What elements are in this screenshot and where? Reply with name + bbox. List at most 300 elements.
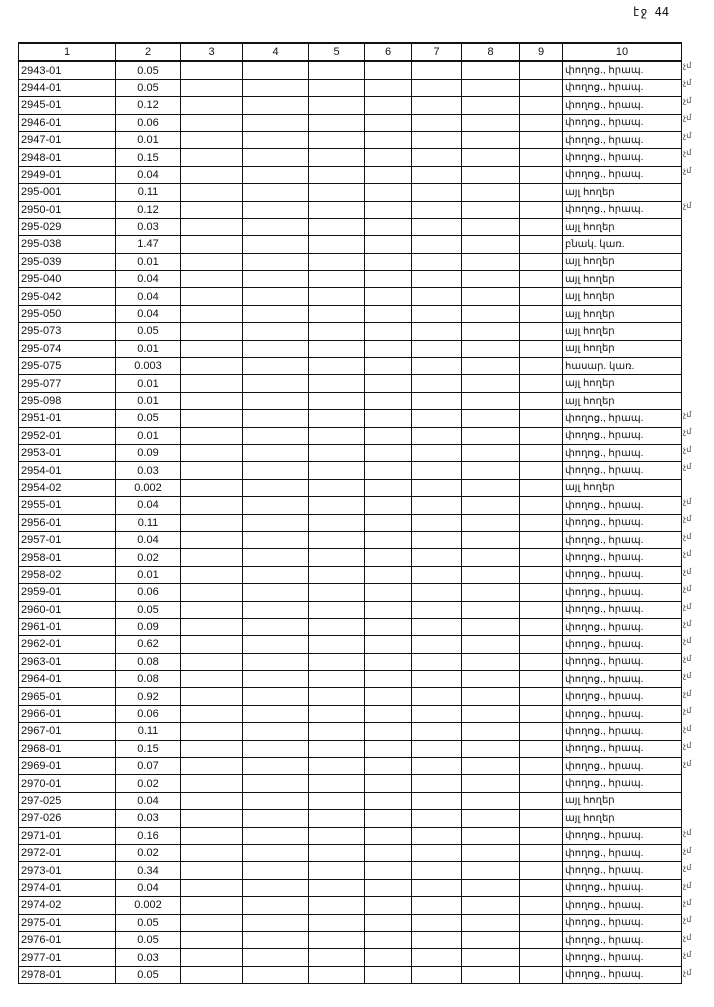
parcel-code: 2973-01 xyxy=(19,862,116,879)
land-use: այլ հողեր xyxy=(563,810,682,827)
empty-cell xyxy=(462,653,520,670)
table-row xyxy=(19,305,682,322)
empty-cell xyxy=(365,218,412,235)
parcel-code: 295-073 xyxy=(19,323,116,340)
empty-cell xyxy=(520,618,563,635)
margin-mark: չմ xyxy=(683,549,692,559)
empty-cell xyxy=(243,392,309,409)
empty-cell xyxy=(462,201,520,218)
margin-mark xyxy=(683,811,691,828)
empty-cell xyxy=(520,514,563,531)
area-value: 0.04 xyxy=(116,792,181,809)
empty-cell xyxy=(412,114,462,131)
empty-cell xyxy=(243,462,309,479)
empty-cell xyxy=(243,444,309,461)
empty-cell xyxy=(243,149,309,166)
empty-cell xyxy=(243,305,309,322)
margin-mark: չմ xyxy=(683,950,692,960)
land-use: փողոց., հրապ. xyxy=(563,201,682,218)
empty-cell xyxy=(462,427,520,444)
margin-mark: չմ xyxy=(683,531,692,541)
table-row xyxy=(19,514,682,531)
empty-cell xyxy=(181,792,243,809)
empty-cell xyxy=(520,862,563,879)
empty-cell xyxy=(462,584,520,601)
table-row xyxy=(19,114,682,131)
empty-cell xyxy=(412,271,462,288)
margin-mark: չմ xyxy=(683,758,692,768)
empty-cell xyxy=(181,497,243,514)
parcel-code: 2948-01 xyxy=(19,149,116,166)
margin-mark: չմ xyxy=(683,723,692,733)
empty-cell xyxy=(412,61,462,79)
empty-cell xyxy=(181,897,243,914)
margin-mark: չմ xyxy=(683,706,692,716)
empty-cell xyxy=(309,584,365,601)
margin-mark xyxy=(683,357,691,374)
empty-cell xyxy=(412,879,462,896)
margin-mark xyxy=(683,288,691,305)
column-header-5: 5 xyxy=(309,43,365,61)
table-row xyxy=(19,653,682,670)
table-row xyxy=(19,61,682,79)
empty-cell xyxy=(365,584,412,601)
empty-cell xyxy=(309,775,365,792)
empty-cell xyxy=(243,184,309,201)
land-use: փողոց., հրապ. xyxy=(563,879,682,896)
table-row xyxy=(19,931,682,948)
empty-cell xyxy=(181,253,243,270)
empty-cell xyxy=(309,201,365,218)
margin-mark xyxy=(683,375,691,392)
empty-cell xyxy=(412,949,462,966)
margin-mark: չմ xyxy=(683,427,692,437)
table-row xyxy=(19,549,682,566)
empty-cell xyxy=(309,271,365,288)
empty-cell xyxy=(365,288,412,305)
empty-cell xyxy=(365,549,412,566)
land-use: փողոց., հրապ. xyxy=(563,914,682,931)
land-use: փողոց., հրապ. xyxy=(563,584,682,601)
area-value: 0.34 xyxy=(116,862,181,879)
area-value: 0.08 xyxy=(116,671,181,688)
parcel-code: 2949-01 xyxy=(19,166,116,183)
margin-mark: չմ xyxy=(683,915,692,925)
area-value: 0.16 xyxy=(116,827,181,844)
column-header-7: 7 xyxy=(412,43,462,61)
empty-cell xyxy=(520,810,563,827)
empty-cell xyxy=(365,688,412,705)
table-row xyxy=(19,392,682,409)
empty-cell xyxy=(462,671,520,688)
empty-cell xyxy=(412,844,462,861)
area-value: 0.06 xyxy=(116,114,181,131)
empty-cell xyxy=(520,340,563,357)
land-use: այլ հողեր xyxy=(563,184,682,201)
empty-cell xyxy=(181,358,243,375)
empty-cell xyxy=(462,479,520,496)
empty-cell xyxy=(365,166,412,183)
area-value: 0.04 xyxy=(116,497,181,514)
parcel-code: 2974-01 xyxy=(19,879,116,896)
empty-cell xyxy=(462,844,520,861)
empty-cell xyxy=(243,810,309,827)
empty-cell xyxy=(412,618,462,635)
empty-cell xyxy=(309,531,365,548)
area-value: 0.06 xyxy=(116,584,181,601)
empty-cell xyxy=(365,792,412,809)
empty-cell xyxy=(181,671,243,688)
land-use: փողոց., հրապ. xyxy=(563,671,682,688)
empty-cell xyxy=(243,879,309,896)
margin-mark: չմ xyxy=(683,601,692,611)
empty-cell xyxy=(462,723,520,740)
empty-cell xyxy=(520,271,563,288)
empty-cell xyxy=(309,149,365,166)
empty-cell xyxy=(520,288,563,305)
land-use: այլ հողեր xyxy=(563,218,682,235)
empty-cell xyxy=(412,410,462,427)
land-use: փողոց., հրապ. xyxy=(563,131,682,148)
empty-cell xyxy=(309,479,365,496)
empty-cell xyxy=(243,201,309,218)
empty-cell xyxy=(309,810,365,827)
empty-cell xyxy=(181,775,243,792)
empty-cell xyxy=(365,949,412,966)
empty-cell xyxy=(181,444,243,461)
empty-cell xyxy=(520,949,563,966)
empty-cell xyxy=(181,61,243,79)
empty-cell xyxy=(243,514,309,531)
empty-cell xyxy=(243,427,309,444)
empty-cell xyxy=(520,636,563,653)
empty-cell xyxy=(309,514,365,531)
land-use: փողոց., հրապ. xyxy=(563,705,682,722)
empty-cell xyxy=(365,844,412,861)
empty-cell xyxy=(243,740,309,757)
empty-cell xyxy=(181,549,243,566)
empty-cell xyxy=(462,618,520,635)
empty-cell xyxy=(243,705,309,722)
column-header-4: 4 xyxy=(243,43,309,61)
empty-cell xyxy=(243,358,309,375)
margin-mark xyxy=(683,253,691,270)
empty-cell xyxy=(365,740,412,757)
empty-cell xyxy=(309,671,365,688)
empty-cell xyxy=(181,479,243,496)
empty-cell xyxy=(309,827,365,844)
empty-cell xyxy=(243,862,309,879)
land-use: փողոց., հրապ. xyxy=(563,618,682,635)
empty-cell xyxy=(462,931,520,948)
empty-cell xyxy=(365,271,412,288)
empty-cell xyxy=(309,758,365,775)
area-value: 0.01 xyxy=(116,427,181,444)
empty-cell xyxy=(309,392,365,409)
area-value: 0.15 xyxy=(116,740,181,757)
empty-cell xyxy=(412,218,462,235)
empty-cell xyxy=(365,323,412,340)
empty-cell xyxy=(309,305,365,322)
empty-cell xyxy=(412,566,462,583)
empty-cell xyxy=(462,392,520,409)
empty-cell xyxy=(365,931,412,948)
empty-cell xyxy=(520,723,563,740)
empty-cell xyxy=(520,914,563,931)
empty-cell xyxy=(412,740,462,757)
parcel-code: 2962-01 xyxy=(19,636,116,653)
empty-cell xyxy=(309,375,365,392)
area-value: 1.47 xyxy=(116,236,181,253)
area-value: 0.05 xyxy=(116,410,181,427)
land-use: փողոց., հրապ. xyxy=(563,97,682,114)
land-use: փողոց., հրապ. xyxy=(563,740,682,757)
empty-cell xyxy=(462,827,520,844)
parcel-code: 2976-01 xyxy=(19,931,116,948)
land-use: փողոց., հրապ. xyxy=(563,444,682,461)
empty-cell xyxy=(462,166,520,183)
empty-cell xyxy=(309,966,365,983)
empty-cell xyxy=(520,184,563,201)
empty-cell xyxy=(243,827,309,844)
land-use: այլ հողեր xyxy=(563,253,682,270)
empty-cell xyxy=(520,497,563,514)
empty-cell xyxy=(181,758,243,775)
area-value: 0.04 xyxy=(116,879,181,896)
parcel-code: 2961-01 xyxy=(19,618,116,635)
area-value: 0.07 xyxy=(116,758,181,775)
parcel-code: 2959-01 xyxy=(19,584,116,601)
empty-cell xyxy=(309,862,365,879)
table-row xyxy=(19,340,682,357)
empty-cell xyxy=(462,497,520,514)
empty-cell xyxy=(412,392,462,409)
parcel-code: 295-040 xyxy=(19,271,116,288)
empty-cell xyxy=(520,688,563,705)
empty-cell xyxy=(412,184,462,201)
table-row xyxy=(19,427,682,444)
empty-cell xyxy=(365,514,412,531)
empty-cell xyxy=(243,236,309,253)
empty-cell xyxy=(309,340,365,357)
header-row xyxy=(19,43,682,61)
margin-mark: չմ xyxy=(683,462,692,472)
empty-cell xyxy=(365,966,412,983)
margin-mark xyxy=(683,235,691,252)
empty-cell xyxy=(365,305,412,322)
empty-cell xyxy=(243,723,309,740)
column-header-6: 6 xyxy=(365,43,412,61)
parcel-code: 2954-02 xyxy=(19,479,116,496)
empty-cell xyxy=(520,305,563,322)
empty-cell xyxy=(365,601,412,618)
empty-cell xyxy=(462,410,520,427)
empty-cell xyxy=(181,636,243,653)
land-use: փողոց., հրապ. xyxy=(563,636,682,653)
land-use: այլ հողեր xyxy=(563,305,682,322)
area-value: 0.04 xyxy=(116,305,181,322)
table-row xyxy=(19,375,682,392)
table-row xyxy=(19,236,682,253)
empty-cell xyxy=(181,566,243,583)
empty-cell xyxy=(520,531,563,548)
empty-cell xyxy=(412,131,462,148)
table-row xyxy=(19,844,682,861)
land-use: փողոց., հրապ. xyxy=(563,514,682,531)
area-value: 0.03 xyxy=(116,949,181,966)
empty-cell xyxy=(412,79,462,96)
margin-mark xyxy=(683,305,691,322)
margin-mark: չմ xyxy=(683,828,692,838)
table-row xyxy=(19,531,682,548)
area-value: 0.02 xyxy=(116,844,181,861)
empty-cell xyxy=(462,566,520,583)
empty-cell xyxy=(243,914,309,931)
empty-cell xyxy=(462,114,520,131)
empty-cell xyxy=(520,740,563,757)
margin-mark: չմ xyxy=(683,444,692,454)
empty-cell xyxy=(243,688,309,705)
empty-cell xyxy=(365,131,412,148)
empty-cell xyxy=(365,444,412,461)
empty-cell xyxy=(462,636,520,653)
empty-cell xyxy=(181,427,243,444)
empty-cell xyxy=(181,966,243,983)
margin-mark: չմ xyxy=(683,636,692,646)
parcel-code: 295-050 xyxy=(19,305,116,322)
margin-mark: չմ xyxy=(683,409,692,419)
empty-cell xyxy=(309,723,365,740)
empty-cell xyxy=(309,288,365,305)
empty-cell xyxy=(243,792,309,809)
empty-cell xyxy=(520,792,563,809)
table-row xyxy=(19,827,682,844)
land-use: փողոց., հրապ. xyxy=(563,410,682,427)
empty-cell xyxy=(412,775,462,792)
empty-cell xyxy=(412,375,462,392)
land-use: հասար. կառ. xyxy=(563,358,682,375)
empty-cell xyxy=(412,671,462,688)
table-row xyxy=(19,218,682,235)
empty-cell xyxy=(309,653,365,670)
parcel-code: 295-039 xyxy=(19,253,116,270)
empty-cell xyxy=(181,931,243,948)
land-use: այլ հողեր xyxy=(563,375,682,392)
empty-cell xyxy=(181,131,243,148)
area-value: 0.02 xyxy=(116,775,181,792)
empty-cell xyxy=(365,410,412,427)
area-value: 0.05 xyxy=(116,931,181,948)
empty-cell xyxy=(181,618,243,635)
empty-cell xyxy=(462,218,520,235)
column-header-9: 9 xyxy=(520,43,563,61)
area-value: 0.002 xyxy=(116,897,181,914)
land-use: փողոց., հրապ. xyxy=(563,601,682,618)
area-value: 0.92 xyxy=(116,688,181,705)
area-value: 0.11 xyxy=(116,514,181,531)
margin-mark: չմ xyxy=(683,967,692,977)
empty-cell xyxy=(181,184,243,201)
parcel-code: 2953-01 xyxy=(19,444,116,461)
empty-cell xyxy=(365,566,412,583)
column-header-3: 3 xyxy=(181,43,243,61)
parcel-code: 295-038 xyxy=(19,236,116,253)
empty-cell xyxy=(181,79,243,96)
empty-cell xyxy=(243,949,309,966)
area-value: 0.01 xyxy=(116,392,181,409)
margin-mark xyxy=(683,270,691,287)
table-row xyxy=(19,810,682,827)
margin-mark: չմ xyxy=(683,932,692,942)
table-row xyxy=(19,897,682,914)
table-row xyxy=(19,584,682,601)
parcel-code: 2969-01 xyxy=(19,758,116,775)
empty-cell xyxy=(462,236,520,253)
empty-cell xyxy=(462,740,520,757)
empty-cell xyxy=(181,166,243,183)
empty-cell xyxy=(520,323,563,340)
empty-cell xyxy=(309,114,365,131)
empty-cell xyxy=(309,844,365,861)
parcel-code: 295-077 xyxy=(19,375,116,392)
table-row xyxy=(19,79,682,96)
empty-cell xyxy=(412,97,462,114)
land-use: փողոց., հրապ. xyxy=(563,949,682,966)
area-value: 0.05 xyxy=(116,61,181,79)
empty-cell xyxy=(462,758,520,775)
empty-cell xyxy=(462,810,520,827)
empty-cell xyxy=(412,827,462,844)
empty-cell xyxy=(243,531,309,548)
margin-mark xyxy=(683,340,691,357)
margin-mark: չմ xyxy=(683,653,692,663)
empty-cell xyxy=(365,97,412,114)
empty-cell xyxy=(365,897,412,914)
parcel-code: 2950-01 xyxy=(19,201,116,218)
empty-cell xyxy=(181,601,243,618)
parcel-code: 295-029 xyxy=(19,218,116,235)
table-row xyxy=(19,497,682,514)
empty-cell xyxy=(309,462,365,479)
empty-cell xyxy=(412,549,462,566)
area-value: 0.11 xyxy=(116,723,181,740)
empty-cell xyxy=(309,949,365,966)
land-use: փողոց., հրապ. xyxy=(563,723,682,740)
empty-cell xyxy=(309,879,365,896)
empty-cell xyxy=(412,253,462,270)
empty-cell xyxy=(181,392,243,409)
margin-mark: չմ xyxy=(683,619,692,628)
empty-cell xyxy=(309,358,365,375)
empty-cell xyxy=(520,166,563,183)
margin-mark: չմ xyxy=(683,113,692,123)
empty-cell xyxy=(462,149,520,166)
area-value: 0.01 xyxy=(116,375,181,392)
parcel-code: 2964-01 xyxy=(19,671,116,688)
empty-cell xyxy=(365,236,412,253)
land-use: փողոց., հրապ. xyxy=(563,549,682,566)
land-use: փողոց., հրապ. xyxy=(563,844,682,861)
margin-mark: չմ xyxy=(683,130,692,140)
area-value: 0.05 xyxy=(116,601,181,618)
empty-cell xyxy=(462,688,520,705)
empty-cell xyxy=(462,184,520,201)
empty-cell xyxy=(520,775,563,792)
table-row xyxy=(19,775,682,792)
area-value: 0.01 xyxy=(116,131,181,148)
empty-cell xyxy=(243,323,309,340)
empty-cell xyxy=(520,392,563,409)
